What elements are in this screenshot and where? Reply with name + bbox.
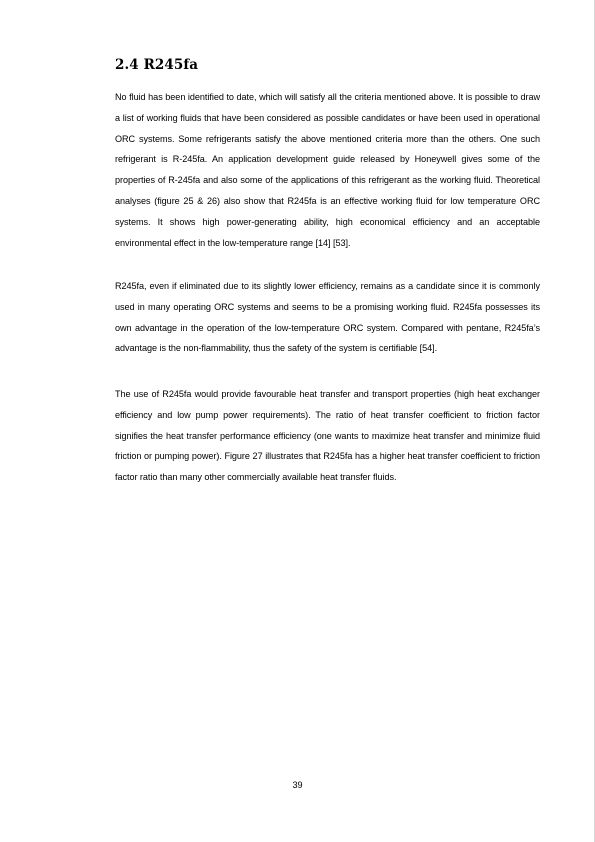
body-paragraph-2: R245fa, even if eliminated due to its slightly lower efficiency, remains as a candidate since it is commonly used in many operating ORC systems and seems to be a promising working fluid. R245fa possesses its own advantage in the operation of the low-temperature ORC system. Compared with pentane, R245fa’s advantage is the non-flammability, thus the safety of the system is certifiable [54]. xyxy=(115,281,540,354)
page-number: 39 xyxy=(292,780,303,790)
body-paragraph-3: The use of R245fa would provide favourable heat transfer and transport properties (high heat exchanger efficiency and low pump power requirements). The ratio of heat transfer coefficient to friction factor signifies the heat transfer performance efficiency (one wants to maximize heat transfer and minimize fluid friction or pumping power). Figure 27 illustrates that R245fa has a higher heat transfer coefficient to friction factor ratio than many other commercially available heat transfer fluids. xyxy=(115,389,540,483)
section-heading: 2.4 R245fa xyxy=(115,57,199,73)
body-paragraph-1: No fluid has been identified to date, which will satisfy all the criteria mentioned above. It is possible to draw a list of working fluids that have been considered as possible candidates or have been used in operational ORC systems. Some refrigerants satisfy the above mentioned criteria more than the others. One such refrigerant is R-245fa. An application development guide released by Honeywell gives some of the properties of R-245fa and also some of the applications of this refrigerant as the working fluid. Theoretical analyses (figure 25 & 26) also show that R245fa is an effective working fluid for low temperature ORC systems. It shows high power-generating ability, high economical efficiency and an acceptable environmental effect in the low-temperature range [14] [53]. xyxy=(115,92,540,248)
